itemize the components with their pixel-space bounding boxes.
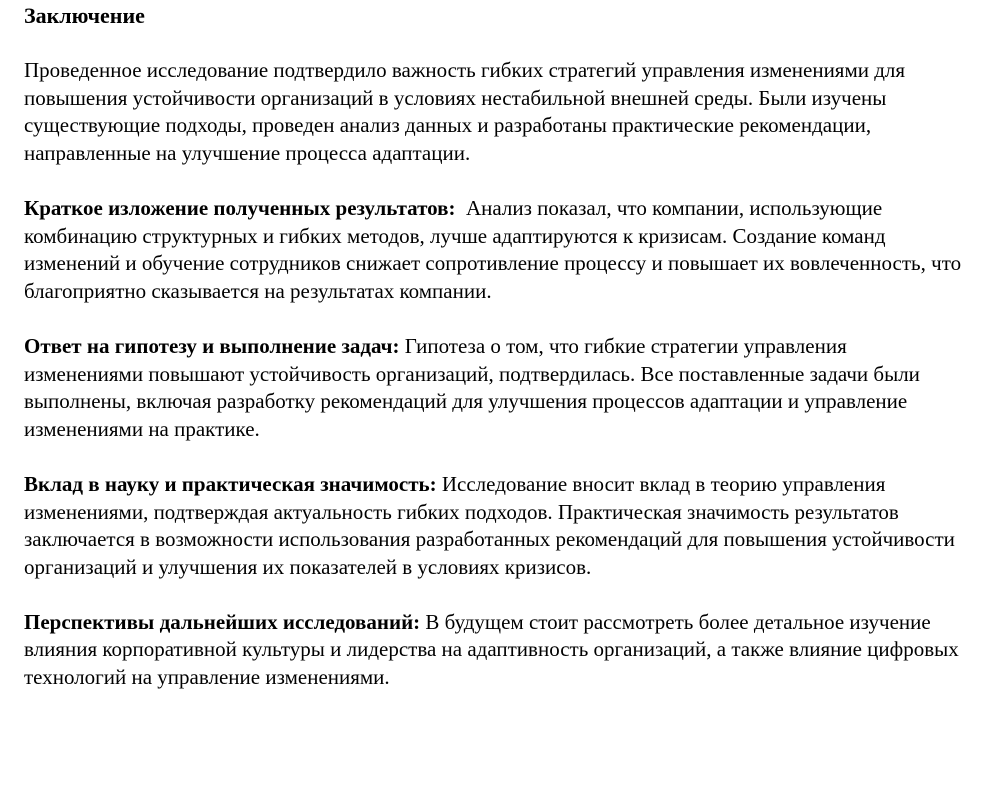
document-body <box>24 2 967 719</box>
results-text: Анализ показал, что компании, использующие комбинацию структурных и гибких методов, лучше адаптируются к кризисам. Создание команд изменений и обучение сотрудников снижает сопротивление процессу и повышает их вовлеченность, что благоприятно сказывается на результатах компании. <box>24 195 967 303</box>
prospects-heading: Перспективы дальнейших исследований: <box>24 609 421 634</box>
results-paragraph <box>24 195 967 305</box>
hypothesis-heading: Ответ на гипотезу и выполнение задач: <box>24 333 400 358</box>
prospects-paragraph <box>24 609 964 692</box>
contribution-text: Исследование вносит вклад в теорию управления изменениями, подтверждая актуальность гибких подходов. Практическая значимость результатов заключается в возможности использования разработанных рекомендаций для повышения устойчивости организаций и улучшения их показателей в условиях кризисов. <box>24 471 955 579</box>
prospects-text: В будущем стоит рассмотреть более детальное изучение влияния корпоративной культуры и лидерства на адаптивность организаций, а также влияние цифровых технологий на управление изменениями. <box>24 609 959 690</box>
intro-paragraph: Проведенное исследование подтвердило важность гибких стратегий управления изменениями для повышения устойчивости организаций в условиях нестабильной внешней среды. Были изучены существующие подходы, проведен анализ данных и разработаны практические рекомендации, направленные на улучшение процесса адаптации. <box>24 58 906 165</box>
page-title: Заключение <box>24 3 145 28</box>
results-heading: Краткое изложение полученных результатов: <box>24 195 456 220</box>
contribution-heading: Вклад в науку и практическая значимость: <box>24 471 437 496</box>
hypothesis-text: Гипотеза о том, что гибкие стратегии управления изменениями повышают устойчивость организаций, подтвердилась. Все поставленные задачи были выполнены, включая разработку рекомендаций для улучшения процессов адаптации и управление изменениями на практике. <box>24 333 920 441</box>
contribution-paragraph <box>24 471 964 581</box>
hypothesis-paragraph <box>24 333 964 443</box>
